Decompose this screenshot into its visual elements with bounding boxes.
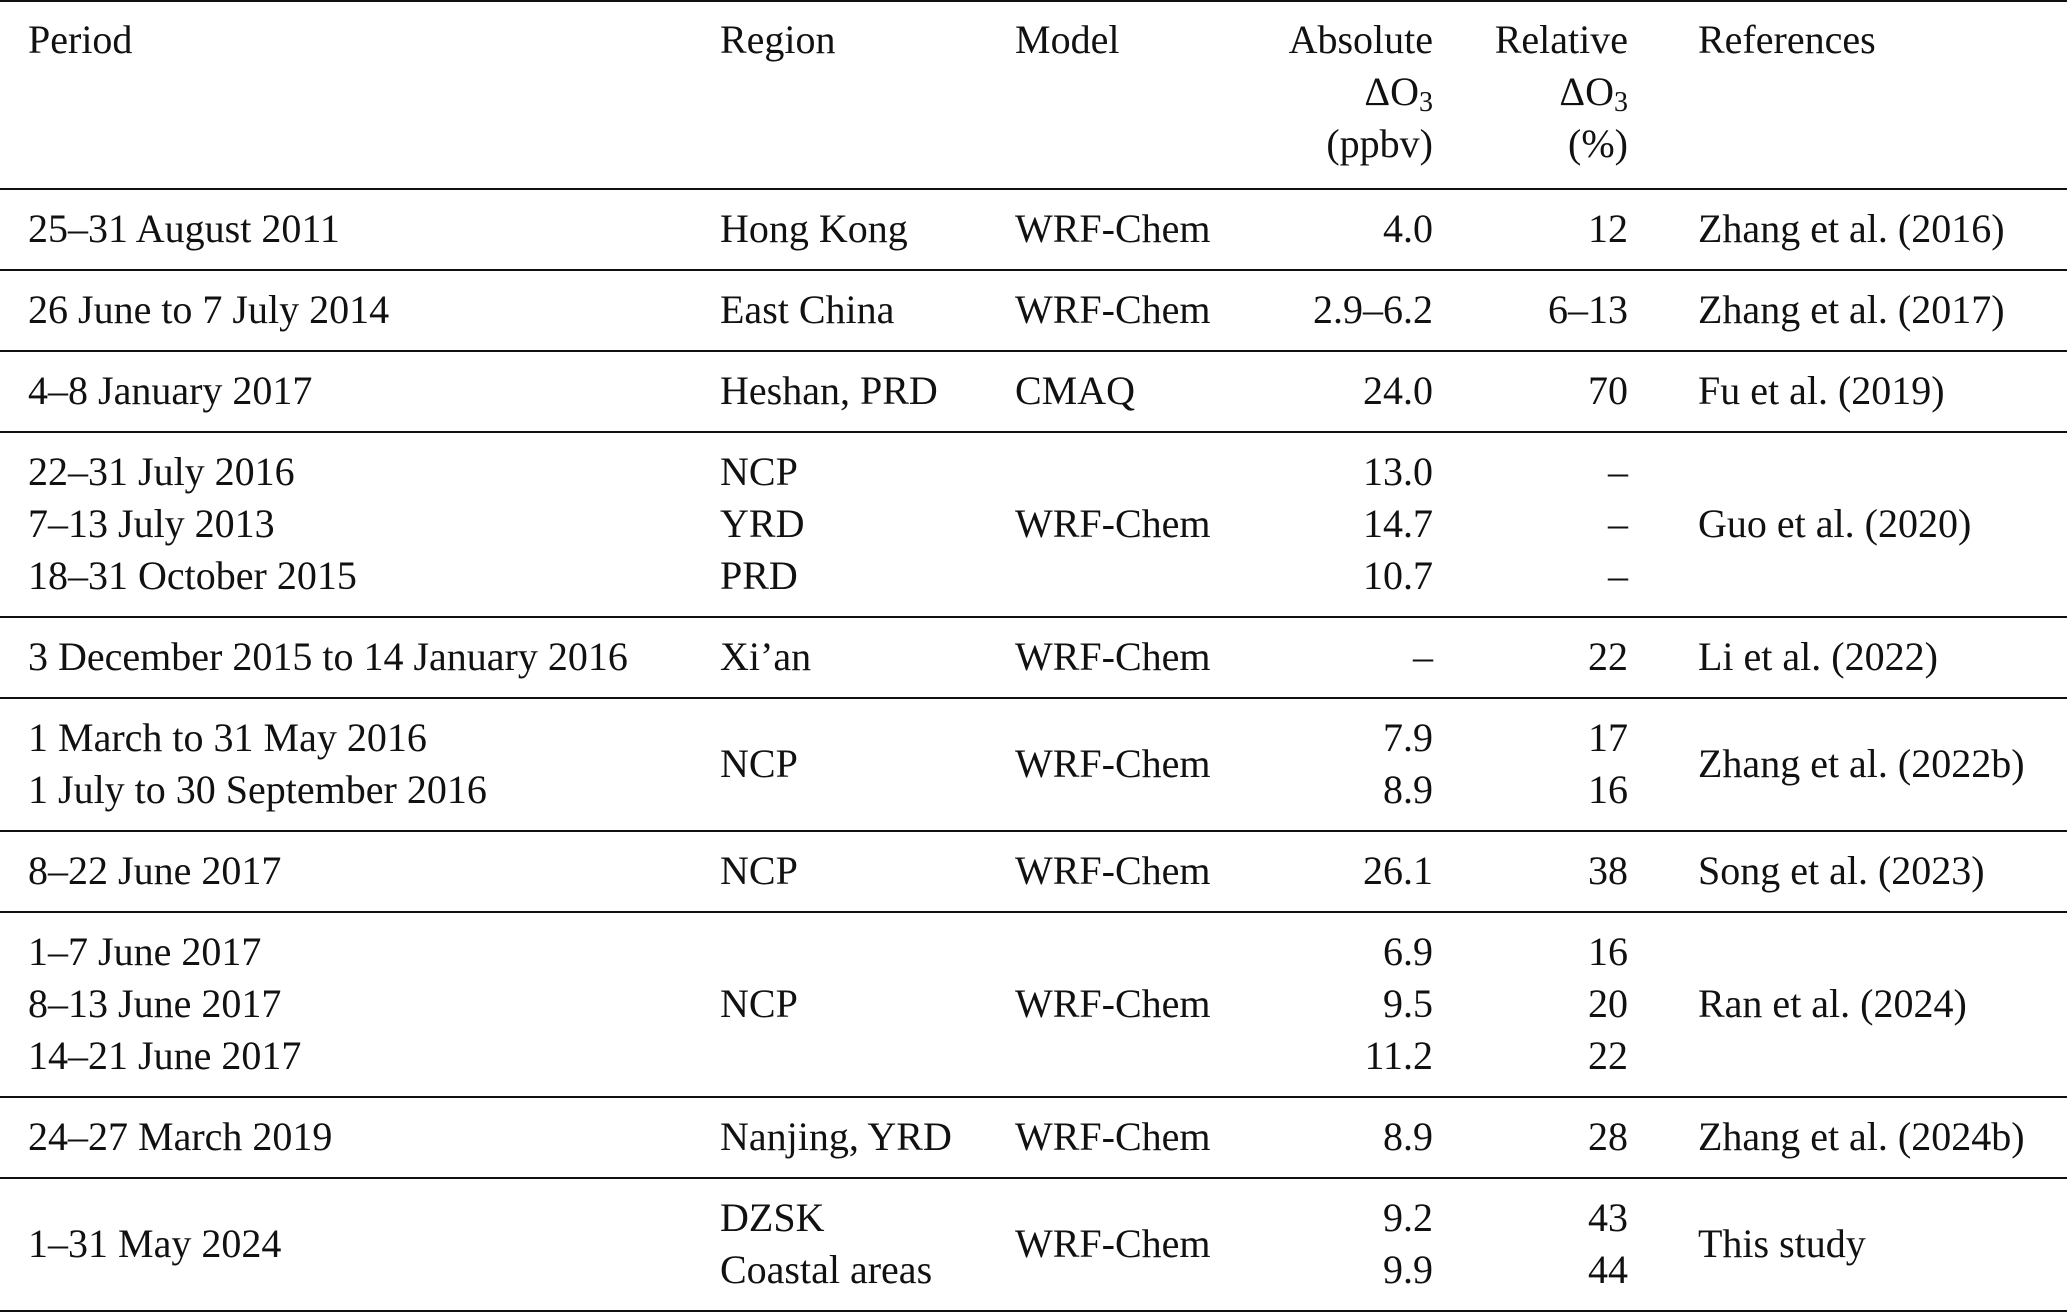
cell-reference: Song et al. (2023) (1640, 831, 2067, 912)
cell-relative (1445, 1097, 1640, 1178)
cell-region (690, 698, 995, 831)
period-line: 3 December 2015 to 14 January 2016 (28, 634, 628, 679)
cell-absolute (1250, 270, 1445, 351)
absolute-line: – (1413, 634, 1433, 679)
cell-absolute (1250, 698, 1445, 831)
cell-relative (1445, 189, 1640, 270)
cell-period (0, 351, 690, 432)
period-line: 24–27 March 2019 (28, 1114, 333, 1159)
absolute-line: 8.9 (1383, 767, 1433, 812)
cell-absolute (1250, 351, 1445, 432)
period-line: 8–13 June 2017 (28, 981, 282, 1026)
header-references: References (1640, 1, 2067, 189)
region-line: NCP (720, 981, 798, 1026)
region-line: Hong Kong (720, 206, 908, 251)
relative-line: 28 (1588, 1114, 1628, 1159)
cell-region (690, 189, 995, 270)
header-row (0, 1, 2067, 189)
cell-reference: Zhang et al. (2017) (1640, 270, 2067, 351)
table-row (0, 1178, 2067, 1311)
table-row (0, 912, 2067, 1097)
region-line: Xi’an (720, 634, 812, 679)
table-row (0, 617, 2067, 698)
cell-period (0, 270, 690, 351)
region-line: Coastal areas (720, 1247, 933, 1292)
header-relative-unit: (%) (1568, 121, 1628, 166)
cell-absolute (1250, 831, 1445, 912)
cell-region (690, 912, 995, 1097)
cell-model: WRF-Chem (995, 1178, 1250, 1311)
header-absolute (1250, 1, 1445, 189)
relative-line: 16 (1588, 767, 1628, 812)
relative-line: 17 (1588, 715, 1628, 760)
table-row (0, 1097, 2067, 1178)
cell-region (690, 617, 995, 698)
absolute-line: 13.0 (1363, 449, 1433, 494)
table-row (0, 831, 2067, 912)
cell-region (690, 1097, 995, 1178)
absolute-line: 8.9 (1383, 1114, 1433, 1159)
cell-period (0, 617, 690, 698)
relative-line: 22 (1588, 634, 1628, 679)
cell-model: WRF-Chem (995, 432, 1250, 617)
absolute-line: 26.1 (1363, 848, 1433, 893)
cell-relative (1445, 831, 1640, 912)
relative-line: 70 (1588, 368, 1628, 413)
region-line: East China (720, 287, 895, 332)
period-line: 7–13 July 2013 (28, 501, 275, 546)
header-relative-symbol: $\Delta O_3$ (1559, 69, 1628, 118)
absolute-line: 2.9–6.2 (1313, 287, 1433, 332)
cell-period (0, 831, 690, 912)
period-line: 1 March to 31 May 2016 (28, 715, 427, 760)
header-period: Period (0, 1, 690, 189)
region-line: NCP (720, 848, 798, 893)
absolute-line: 9.9 (1383, 1247, 1433, 1292)
cell-relative (1445, 1178, 1640, 1311)
relative-line: – (1608, 501, 1628, 546)
relative-line: 12 (1588, 206, 1628, 251)
cell-reference: Guo et al. (2020) (1640, 432, 2067, 617)
cell-region (690, 1178, 995, 1311)
absolute-line: 10.7 (1363, 553, 1433, 598)
period-line: 8–22 June 2017 (28, 848, 282, 893)
cell-model: WRF-Chem (995, 189, 1250, 270)
period-line: 14–21 June 2017 (28, 1033, 302, 1078)
cell-absolute (1250, 189, 1445, 270)
table-row (0, 432, 2067, 617)
header-absolute-unit: (ppbv) (1326, 121, 1433, 166)
region-line: Nanjing, YRD (720, 1114, 952, 1159)
relative-line: 43 (1588, 1195, 1628, 1240)
absolute-line: 11.2 (1364, 1033, 1433, 1078)
relative-line: 22 (1588, 1033, 1628, 1078)
cell-absolute (1250, 912, 1445, 1097)
relative-line: 6–13 (1548, 287, 1628, 332)
relative-line: 20 (1588, 981, 1628, 1026)
cell-period (0, 1097, 690, 1178)
cell-relative (1445, 270, 1640, 351)
cell-region (690, 351, 995, 432)
cell-relative (1445, 912, 1640, 1097)
relative-line: 16 (1588, 929, 1628, 974)
cell-absolute (1250, 617, 1445, 698)
header-model: Model (995, 1, 1250, 189)
relative-line: 44 (1588, 1247, 1628, 1292)
cell-period (0, 698, 690, 831)
cell-reference: Zhang et al. (2024b) (1640, 1097, 2067, 1178)
cell-model: WRF-Chem (995, 270, 1250, 351)
region-line: DZSK (720, 1195, 825, 1240)
absolute-line: 4.0 (1383, 206, 1433, 251)
cell-model: WRF-Chem (995, 912, 1250, 1097)
absolute-line: 24.0 (1363, 368, 1433, 413)
region-line: NCP (720, 741, 798, 786)
cell-relative (1445, 432, 1640, 617)
period-line: 25–31 August 2011 (28, 206, 340, 251)
period-line: 1 July to 30 September 2016 (28, 767, 487, 812)
relative-line: – (1608, 553, 1628, 598)
cell-absolute (1250, 1178, 1445, 1311)
cell-period (0, 1178, 690, 1311)
cell-model: WRF-Chem (995, 617, 1250, 698)
absolute-line: 14.7 (1363, 501, 1433, 546)
cell-reference: Ran et al. (2024) (1640, 912, 2067, 1097)
header-absolute-label: Absolute (1288, 17, 1433, 62)
relative-line: 38 (1588, 848, 1628, 893)
header-region: Region (690, 1, 995, 189)
cell-model: WRF-Chem (995, 698, 1250, 831)
region-line: PRD (720, 553, 798, 598)
region-line: YRD (720, 501, 805, 546)
table-row (0, 270, 2067, 351)
cell-relative (1445, 698, 1640, 831)
cell-absolute (1250, 1097, 1445, 1178)
region-line: NCP (720, 449, 798, 494)
cell-model: CMAQ (995, 351, 1250, 432)
cell-relative (1445, 351, 1640, 432)
region-line: Heshan, PRD (720, 368, 938, 413)
cell-reference: Zhang et al. (2016) (1640, 189, 2067, 270)
table-header (0, 1, 2067, 189)
table-row (0, 189, 2067, 270)
absolute-line: 9.5 (1383, 981, 1433, 1026)
period-line: 1–7 June 2017 (28, 929, 262, 974)
cell-reference: Fu et al. (2019) (1640, 351, 2067, 432)
cell-period (0, 912, 690, 1097)
cell-period (0, 189, 690, 270)
absolute-line: 7.9 (1383, 715, 1433, 760)
period-line: 18–31 October 2015 (28, 553, 357, 598)
cell-model: WRF-Chem (995, 1097, 1250, 1178)
period-line: 22–31 July 2016 (28, 449, 295, 494)
header-relative (1445, 1, 1640, 189)
cell-reference: Zhang et al. (2022b) (1640, 698, 2067, 831)
table-row (0, 698, 2067, 831)
absolute-line: 6.9 (1383, 929, 1433, 974)
cell-region (690, 831, 995, 912)
cell-reference: This study (1640, 1178, 2067, 1311)
cell-absolute (1250, 432, 1445, 617)
period-line: 26 June to 7 July 2014 (28, 287, 390, 332)
cell-relative (1445, 617, 1640, 698)
cell-period (0, 432, 690, 617)
absolute-line: 9.2 (1383, 1195, 1433, 1240)
period-line: 1–31 May 2024 (28, 1221, 282, 1266)
table-body (0, 189, 2067, 1311)
cell-region (690, 432, 995, 617)
cell-model: WRF-Chem (995, 831, 1250, 912)
period-line: 4–8 January 2017 (28, 368, 313, 413)
cell-reference: Li et al. (2022) (1640, 617, 2067, 698)
cell-region (690, 270, 995, 351)
header-relative-label: Relative (1494, 17, 1628, 62)
relative-line: – (1608, 449, 1628, 494)
header-absolute-symbol: $\Delta O_3$ (1364, 69, 1433, 118)
table-row (0, 351, 2067, 432)
